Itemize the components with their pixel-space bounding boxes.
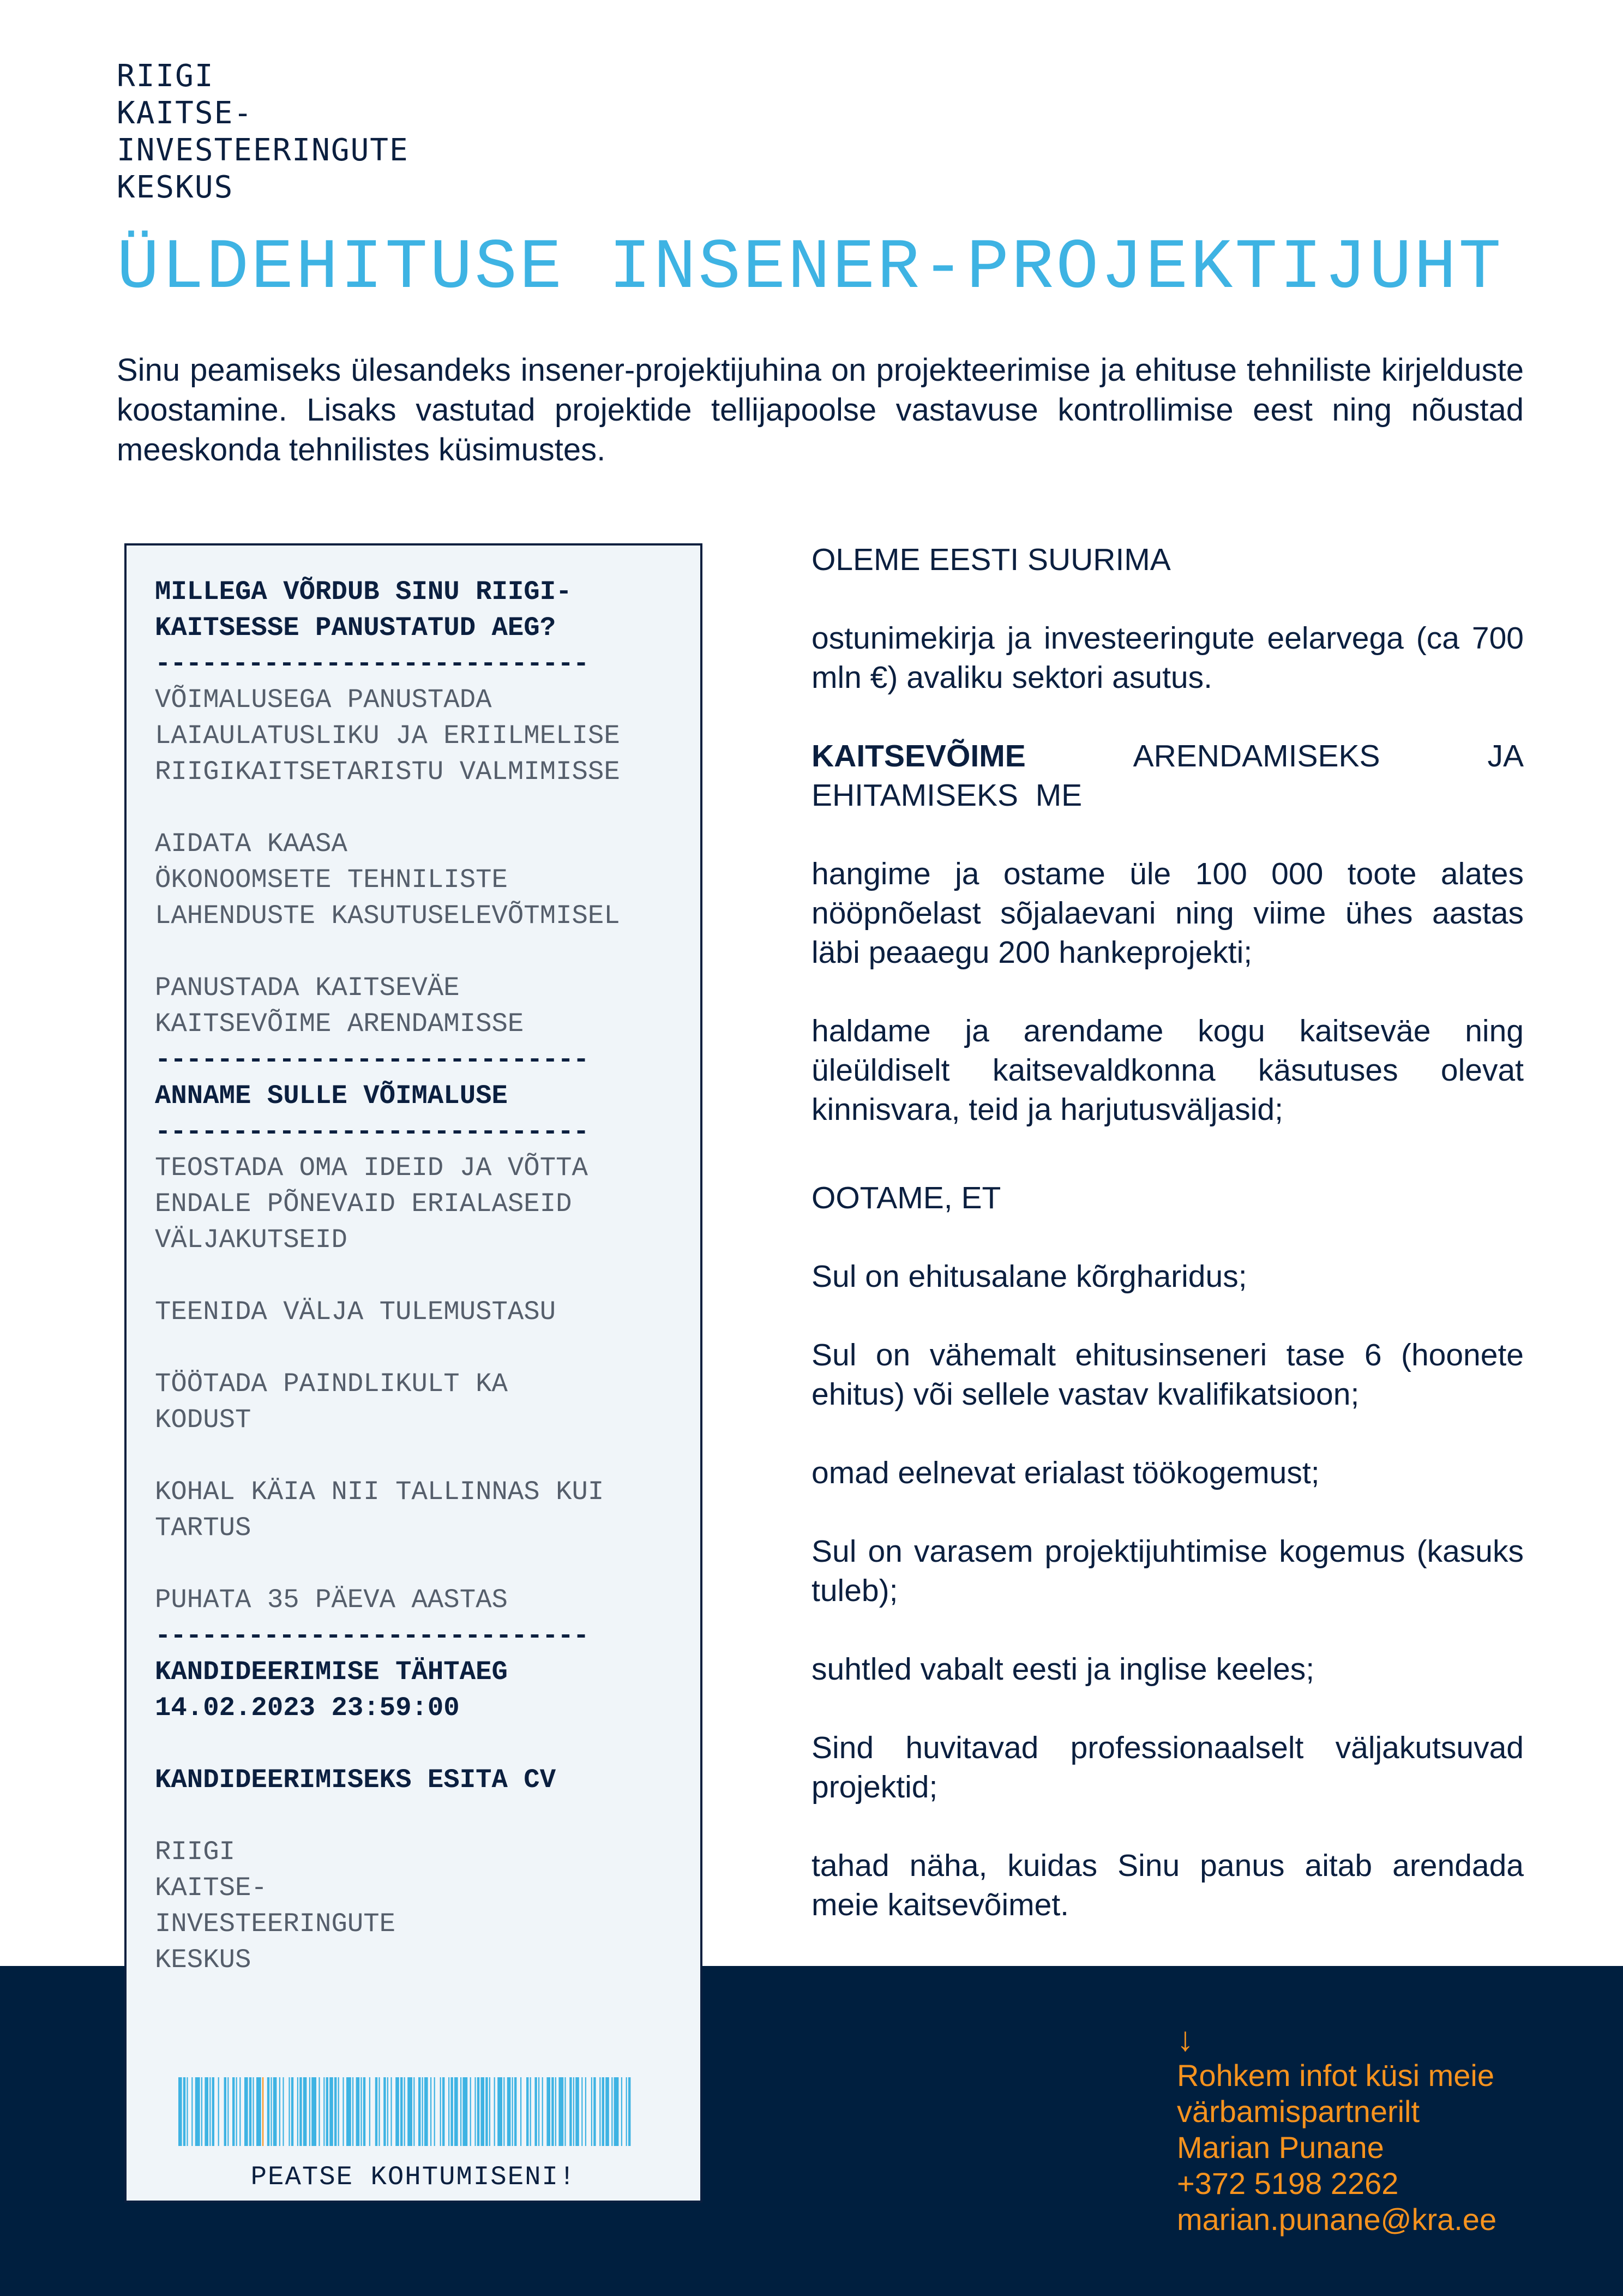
barcode-bar — [400, 2077, 402, 2146]
barcode-bar — [422, 2077, 423, 2146]
ticket-section-title: KAITSESSE PANUSTATUD AEG? — [155, 613, 556, 643]
requirement-item: suhtled vabalt eesti ja inglise keeles; — [812, 1652, 1315, 1687]
barcode-bar — [378, 2077, 380, 2146]
section-heading: OLEME EESTI SUURIMA — [812, 542, 1171, 577]
ticket-item: VÕIMALUSEGA PANUSTADA — [155, 685, 492, 715]
barcode-bar — [183, 2077, 185, 2146]
barcode-bar — [253, 2077, 254, 2146]
ticket-item: LAHENDUSTE KASUTUSELEVÕTMISEL — [155, 901, 620, 931]
company-description — [812, 540, 1524, 1925]
requirement-item: omad eelnevat erialast töökogemust; — [812, 1455, 1320, 1490]
ticket-divider: ---------------------------- — [155, 1621, 589, 1651]
capability-word: JA — [1487, 739, 1524, 774]
logo-line: RIIGI — [117, 58, 214, 94]
barcode-bar — [551, 2077, 554, 2146]
barcode-bar — [605, 2077, 609, 2146]
barcode-bar — [369, 2077, 370, 2146]
ticket-item: ÖKONOOMSETE TEHNILISTE — [155, 865, 508, 895]
barcode-bar — [450, 2077, 453, 2146]
barcode-bar — [404, 2077, 405, 2146]
ticket-item: RIIGIKAITSETARISTU VALMIMISSE — [155, 757, 620, 787]
barcode-bar — [542, 2077, 543, 2146]
barcode-bar — [244, 2077, 248, 2146]
barcode-bar — [454, 2077, 458, 2146]
ticket-org-line: INVESTEERINGUTE — [155, 1909, 396, 1939]
barcode-bar — [507, 2077, 511, 2146]
barcode-bar — [585, 2077, 586, 2146]
capability-line-2: EHITAMISEKS ME — [812, 778, 1083, 813]
ticket-section-title: MILLEGA VÕRDUB SINU RIIGI- — [155, 577, 572, 607]
barcode-bar — [227, 2077, 229, 2146]
contact-text: värbamispartnerilt — [1177, 2094, 1420, 2129]
barcode-bar — [485, 2077, 488, 2146]
barcode-bar — [442, 2077, 444, 2146]
barcode-bar — [494, 2077, 495, 2146]
logo-line: KAITSE- — [117, 95, 254, 131]
barcode-bar — [356, 2077, 360, 2146]
barcode-bar — [555, 2077, 556, 2146]
barcode-bar — [569, 2077, 572, 2146]
barcode-bar — [474, 2077, 476, 2146]
barcode-bar — [546, 2077, 550, 2146]
section-heading: OOTAME, ET — [812, 1180, 1001, 1215]
contact-block — [1177, 2022, 1591, 2238]
barcode-bar — [526, 2077, 528, 2146]
ticket-item: KODUST — [155, 1405, 251, 1435]
barcode-bar — [288, 2077, 290, 2146]
barcode-bar — [593, 2077, 596, 2146]
barcode-bar — [530, 2077, 531, 2146]
barcode-bar — [534, 2077, 537, 2146]
ticket-footer-text: PEATSE KOHTUMISENI! — [250, 2162, 576, 2192]
barcode-bar — [209, 2077, 211, 2146]
barcode-bar — [303, 2077, 307, 2146]
contact-phone[interactable]: +372 5198 2262 — [1177, 2166, 1399, 2201]
barcode-bar — [626, 2077, 627, 2146]
barcode-bar — [573, 2077, 574, 2146]
barcode-bar — [334, 2077, 336, 2146]
barcode-bar — [236, 2077, 237, 2146]
barcode-bar — [440, 2077, 441, 2146]
ticket-divider: ---------------------------- — [155, 649, 589, 679]
barcode-bar — [375, 2077, 377, 2146]
barcode-bar — [512, 2077, 513, 2146]
ticket-item: KAITSEVÕIME ARENDAMISSE — [155, 1009, 524, 1039]
barcode-bar — [477, 2077, 479, 2146]
barcode-bar — [326, 2077, 328, 2146]
intro-paragraph: Sinu peamiseks ülesandeks insener-projektijuhina on projekteerimise ja ehituse tehniliste kirjelduste koostamine. Lisaks vastutad projektide tellijapoolse vastavuse kontrollimise eest ning nõustad meeskonda tehnilistes küsimustes. — [117, 352, 1524, 467]
ticket-org-line: KAITSE- — [155, 1873, 267, 1903]
barcode-bar — [318, 2077, 320, 2146]
barcode-bar — [309, 2077, 310, 2146]
contact-name: Marian Punane — [1177, 2130, 1384, 2165]
barcode-bar — [614, 2077, 619, 2146]
capability-keyword: KAITSEVÕIME — [812, 739, 1026, 774]
barcode-bar — [599, 2077, 600, 2146]
arrow-down-icon: ↓ — [1177, 2021, 1194, 2058]
ticket-item: KOHAL KÄIA NII TALLINNAS KUI — [155, 1477, 604, 1507]
ticket-item: TEENIDA VÄLJA TULEMUSTASU — [155, 1297, 556, 1327]
barcode-bar — [297, 2077, 298, 2146]
barcode-bar — [434, 2077, 435, 2146]
ticket-section-title: ANNAME SULLE VÕIMALUSE — [155, 1081, 508, 1111]
barcode-bar — [390, 2077, 392, 2146]
organization-logo — [117, 58, 409, 206]
barcode-bar — [621, 2077, 622, 2146]
logo-line: KESKUS — [117, 170, 234, 205]
barcode-bar — [267, 2077, 269, 2146]
barcode-bar — [279, 2077, 280, 2146]
barcode-bar — [520, 2077, 521, 2146]
barcode-bar — [329, 2077, 333, 2146]
ticket-divider: ---------------------------- — [155, 1117, 589, 1147]
barcode-bar — [311, 2077, 316, 2146]
capability-word: ARENDAMISEKS — [1133, 739, 1380, 774]
ticket-item: PUHATA 35 PÄEVA AASTAS — [155, 1585, 508, 1615]
barcode-bar — [342, 2077, 344, 2146]
barcode-bar — [191, 2077, 193, 2146]
barcode-bar — [497, 2077, 502, 2146]
barcode-bar — [387, 2077, 388, 2146]
barcode-bar — [564, 2077, 566, 2146]
barcode-bar — [489, 2077, 490, 2146]
logo-line: INVESTEERINGUTE — [117, 133, 409, 168]
ticket-item: VÄLJAKUTSEID — [155, 1225, 347, 1255]
requirement-item: Sul on vähemalt ehitusinseneri tase 6 (hoonete ehitus) või sellele vastav kvalifikatsioon; — [812, 1338, 1524, 1412]
barcode-bar — [413, 2077, 414, 2146]
barcode-bar — [462, 2077, 467, 2146]
barcode-bar — [591, 2077, 592, 2146]
barcode-bar — [383, 2077, 386, 2146]
barcode-bar — [201, 2077, 202, 2146]
ticket-divider: ---------------------------- — [155, 1045, 589, 1075]
barcode-bar — [178, 2077, 182, 2146]
description-paragraph: haldame ja arendame kogu kaitseväe ning üleüldiselt kaitsevaldkonna käsutuses olevat kinnisvara, teid ja harjutusväljasid; — [812, 1014, 1524, 1127]
barcode-bar — [270, 2077, 272, 2146]
barcode-bar — [291, 2077, 293, 2146]
ticket-item: TARTUS — [155, 1513, 251, 1543]
barcode-bar — [352, 2077, 353, 2146]
ticket-item: AIDATA KAASA — [155, 829, 347, 859]
barcode-bar — [363, 2077, 365, 2146]
description-paragraph: hangime ja ostame üle 100 000 toote alates nööpnõelast sõjalaevani ning viime ühes aastas läbi peaaegu 200 hankeprojekti; — [812, 856, 1524, 970]
barcode-bar — [581, 2077, 582, 2146]
barcode-bar — [480, 2077, 484, 2146]
requirement-item: Sind huvitavad professionaalselt väljakutsuvad projektid; — [812, 1730, 1524, 1805]
barcode-bar — [470, 2077, 471, 2146]
ticket-item: ENDALE PÕNEVAID ERIALASEID — [155, 1189, 572, 1219]
requirement-item: Sul on varasem projektijuhtimise kogemus (kasuks tuleb); — [812, 1534, 1524, 1608]
barcode-bar — [514, 2077, 516, 2146]
barcode-bar — [323, 2077, 324, 2146]
barcode-bar — [575, 2077, 579, 2146]
barcode-graphic — [178, 2077, 653, 2146]
barcode-bar — [239, 2077, 241, 2146]
barcode-bar — [628, 2077, 630, 2146]
barcode-bar — [195, 2077, 200, 2146]
deadline-value: 14.02.2023 23:59:00 — [155, 1693, 460, 1723]
barcode-bar — [273, 2077, 277, 2146]
barcode-bar — [460, 2077, 461, 2146]
ticket-org-line: RIIGI — [155, 1837, 236, 1867]
barcode-bar — [187, 2077, 188, 2146]
barcode-bar — [558, 2077, 563, 2146]
ticket-org-line: KESKUS — [155, 1945, 251, 1975]
barcode-bar — [503, 2077, 504, 2146]
requirement-item: Sul on ehitusalane kõrgharidus; — [812, 1259, 1247, 1294]
benefits-ticket — [124, 543, 702, 2203]
ticket-item: TÖÖTADA PAINDLIKULT KA — [155, 1369, 508, 1399]
barcode-bar — [407, 2077, 412, 2146]
barcode-bar — [299, 2077, 302, 2146]
barcode-bar — [205, 2077, 208, 2146]
capability-line — [812, 736, 1524, 776]
barcode-bar — [212, 2077, 214, 2146]
barcode-bar — [256, 2077, 261, 2146]
ticket-item: PANUSTADA KAITSEVÄE — [155, 973, 460, 1003]
ticket-item: LAIAULATUSLIKU JA ERIILMELISE — [155, 721, 620, 751]
ticket-item: TEOSTADA OMA IDEID JA VÕTTA — [155, 1153, 588, 1183]
cv-label: KANDIDEERIMISEKS ESITA CV — [155, 1765, 556, 1795]
barcode-bar — [218, 2077, 219, 2146]
barcode-bar — [448, 2077, 449, 2146]
contact-text: Rohkem infot küsi meie — [1177, 2058, 1495, 2093]
job-title: ÜLDEHITUSE INSENER-PROJEKTIJUHT — [117, 229, 1504, 309]
barcode-bar — [232, 2077, 235, 2146]
barcode-bar — [538, 2077, 539, 2146]
barcode-bar — [338, 2077, 339, 2146]
barcode-bar — [395, 2077, 399, 2146]
barcode-bar — [602, 2077, 604, 2146]
barcode-bar — [346, 2077, 351, 2146]
deadline-label: KANDIDEERIMISE TÄHTAEG — [155, 1657, 508, 1687]
barcode-bar — [360, 2077, 362, 2146]
barcode-bar — [224, 2077, 226, 2146]
barcode-bar — [249, 2077, 251, 2146]
barcode-bar — [282, 2077, 284, 2146]
description-paragraph: ostunimekirja ja investeeringute eelarvega (ca 700 mln €) avaliku sektori asutus. — [812, 621, 1524, 695]
barcode-bar — [418, 2077, 420, 2146]
barcode-bar — [611, 2077, 612, 2146]
contact-email[interactable]: marian.punane@kra.ee — [1177, 2202, 1497, 2237]
requirement-item: tahad näha, kuidas Sinu panus aitab arendada meie kaitsevõimet. — [812, 1848, 1524, 1922]
barcode-bar — [424, 2077, 428, 2146]
barcode-bar — [430, 2077, 431, 2146]
barcode-bar — [262, 2077, 263, 2146]
